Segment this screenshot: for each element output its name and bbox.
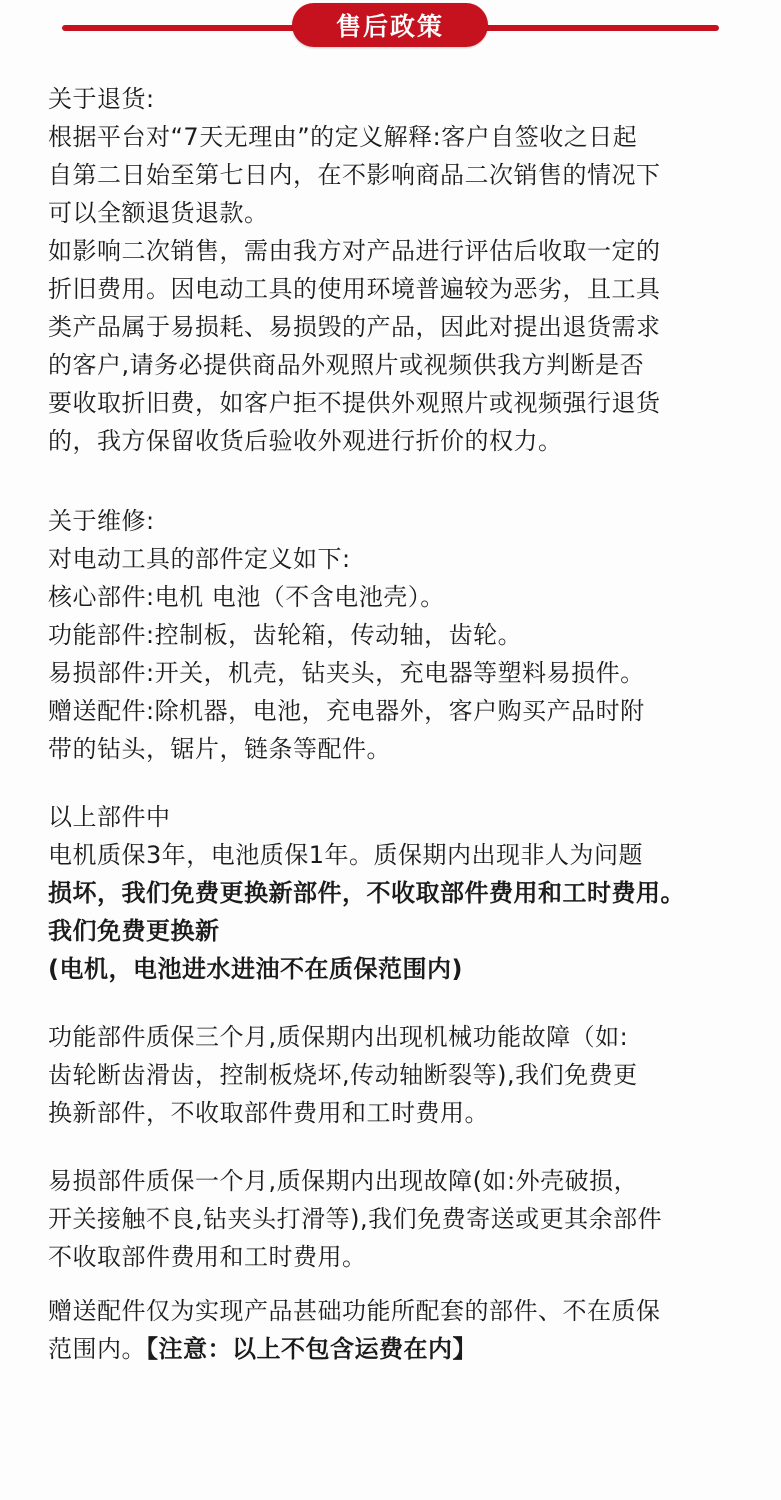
gift-accessories-line: 赠送配件仅为实现产品甚础功能所配套的部件、不在质保 bbox=[48, 1297, 661, 1325]
policy-header bbox=[0, 0, 781, 60]
repair-line: 功能部件:控制板，齿轮箱，传动轴，齿轮。 bbox=[48, 621, 523, 649]
shipping-note: 【注意：以上不包含运费在内】 bbox=[146, 1335, 477, 1363]
returns-line: 折旧费用。因电动工具的使用环境普遍较为恶劣，且工具 bbox=[48, 275, 661, 303]
section-gap bbox=[48, 768, 748, 798]
functional-warranty-line: 换新部件，不收取部件费用和工时费用。 bbox=[48, 1099, 489, 1127]
wear-warranty-line: 开关接触不良,钻夹头打滑等),我们免费寄送或更其余部件 bbox=[48, 1205, 663, 1233]
returns-line: 的客户,请务必提供商品外观照片或视频供我方判断是否 bbox=[48, 351, 645, 379]
section-gap bbox=[48, 1132, 748, 1162]
returns-line: 类产品属于易损耗、易损毁的产品，因此对提出退货需求 bbox=[48, 313, 661, 341]
functional-warranty-line: 功能部件质保三个月,质保期内出现机械功能故障（如: bbox=[48, 1023, 629, 1051]
repair-heading: 关于维修: bbox=[48, 507, 155, 535]
core-warranty-bold-line: 损坏，我们免费更换新部件，不收取部件费用和工时费用。 bbox=[48, 879, 685, 907]
returns-line: 要收取折旧费，如客户拒不提供外观照片或视频强行退货 bbox=[48, 389, 661, 417]
repair-line: 赠送配件:除机器，电池，充电器外，客户购买产品时附 bbox=[48, 697, 645, 725]
gift-accessories-line bbox=[48, 1330, 748, 1368]
core-warranty-line: 以上部件中 bbox=[48, 803, 171, 831]
returns-line: 的，我方保留收货后验收外观进行折价的权力。 bbox=[48, 427, 563, 455]
returns-heading: 关于退货: bbox=[48, 85, 155, 113]
returns-line: 根据平台对“7天无理由”的定义解释:客户自签收之日起 bbox=[48, 123, 638, 151]
header-title-badge: 售后政策 bbox=[292, 3, 488, 47]
section-gap bbox=[48, 988, 748, 1018]
gift-accessories-text: 范围内。 bbox=[48, 1335, 146, 1363]
section-gap bbox=[48, 460, 748, 502]
section-gap bbox=[48, 1276, 748, 1292]
wear-warranty-line: 不收取部件费用和工时费用。 bbox=[48, 1243, 367, 1271]
core-warranty-exclusion: (电机，电池进水进油不在质保范围内) bbox=[48, 955, 463, 983]
repair-line: 核心部件:电机 电池（不含电池壳）。 bbox=[48, 583, 445, 611]
policy-content bbox=[48, 80, 748, 1368]
core-warranty-line: 电机质保3年，电池质保1年。质保期内出现非人为问题 bbox=[48, 841, 644, 869]
returns-line: 如影响二次销售，需由我方对产品进行评估后收取一定的 bbox=[48, 237, 661, 265]
returns-line: 自第二日始至第七日内，在不影响商品二次销售的情况下 bbox=[48, 161, 661, 189]
repair-line: 对电动工具的部件定义如下: bbox=[48, 545, 351, 573]
core-warranty-bold-line: 我们免费更换新 bbox=[48, 917, 220, 945]
returns-line: 可以全额退货退款。 bbox=[48, 199, 269, 227]
repair-line: 易损部件:开关，机壳，钻夹头，充电器等塑料易损件。 bbox=[48, 659, 645, 687]
repair-line: 带的钻头，锯片，链条等配件。 bbox=[48, 735, 391, 763]
functional-warranty-line: 齿轮断齿滑齿，控制板烧坏,传动轴断裂等),我们免费更 bbox=[48, 1061, 638, 1089]
wear-warranty-line: 易损部件质保一个月,质保期内出现故障(如:外壳破损， bbox=[48, 1167, 639, 1195]
